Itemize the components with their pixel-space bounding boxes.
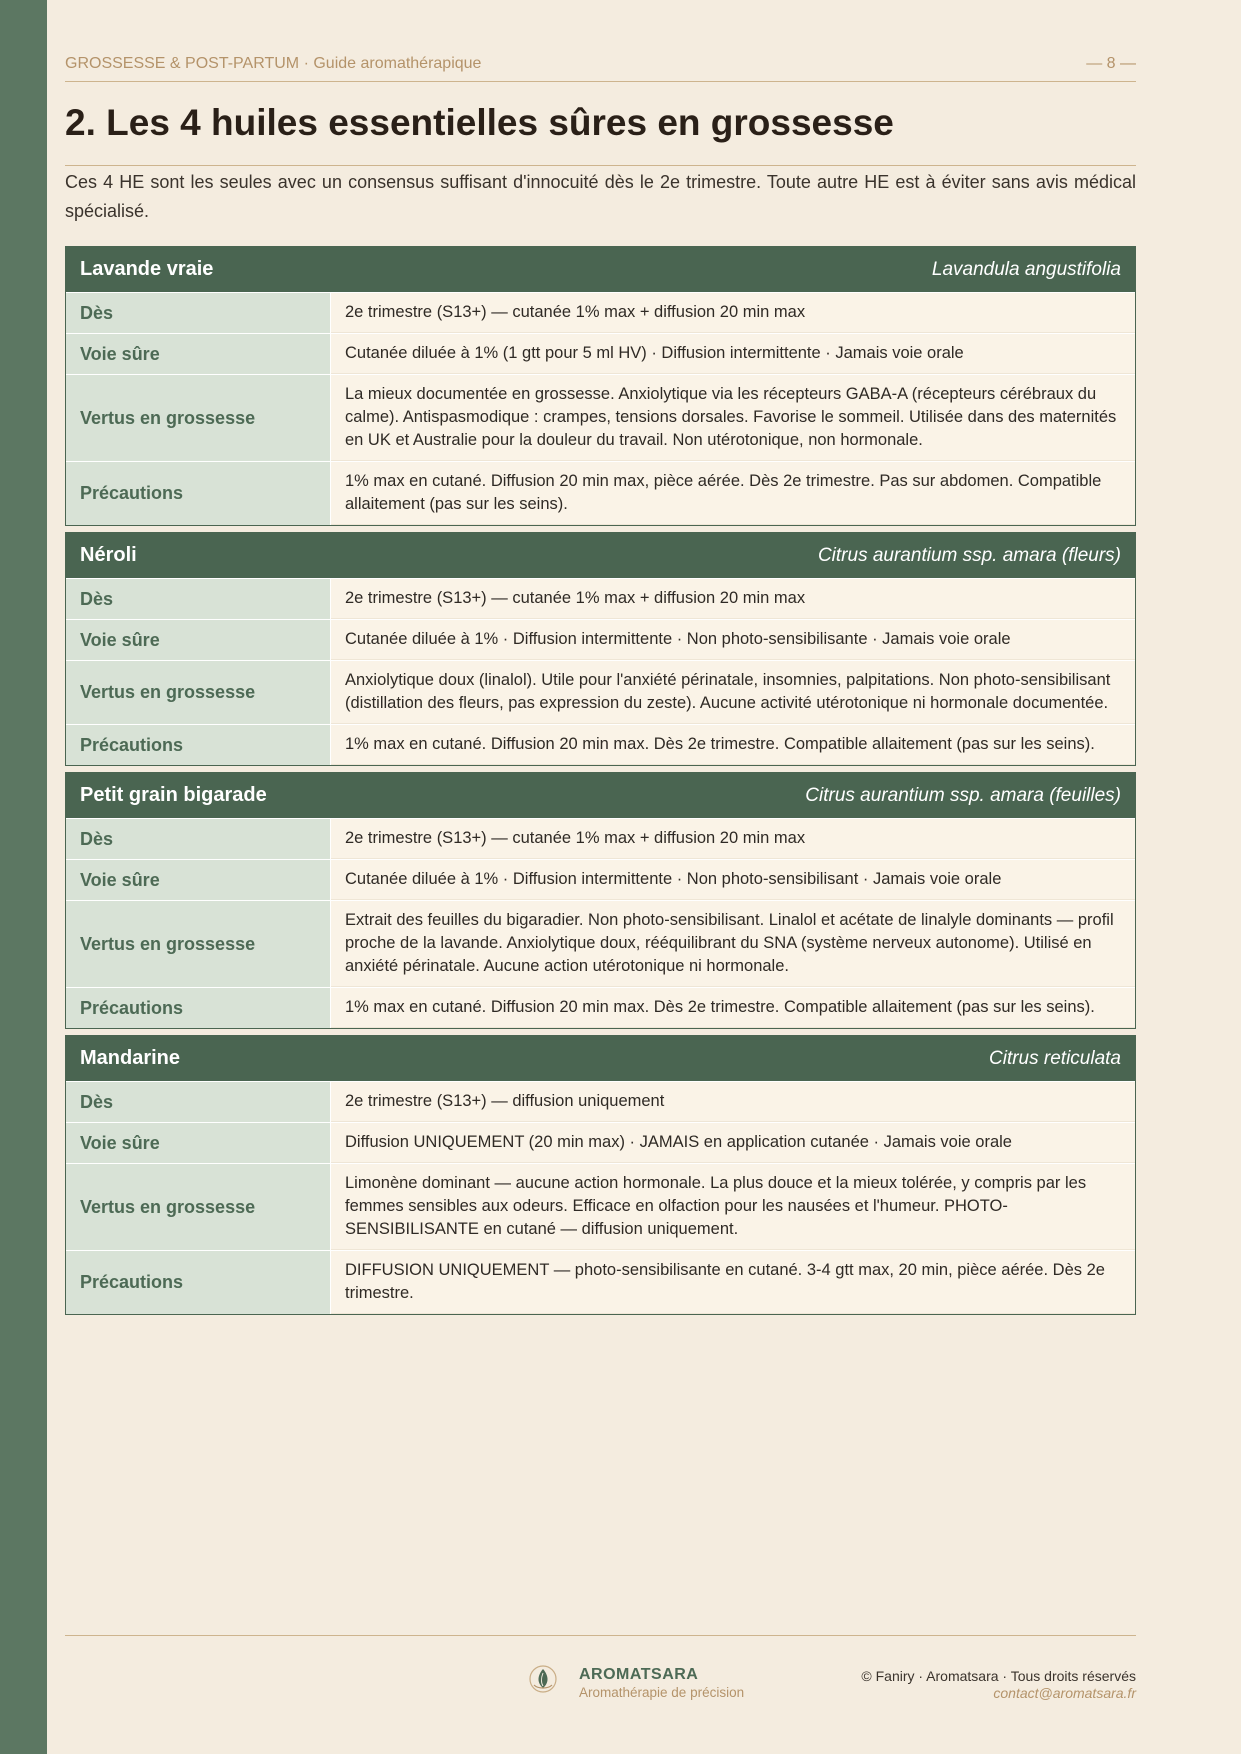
oil-card-mandarine	[65, 1035, 1136, 1315]
oil-name: Mandarine	[80, 1047, 181, 1069]
oil-row-precautions	[66, 724, 1135, 765]
row-label: Dès	[66, 293, 331, 333]
row-value: Cutanée diluée à 1% (1 gtt pour 5 ml HV) · Diffusion intermittente · Jamais voie orale	[331, 334, 1135, 374]
running-title: GROSSESSE & POST-PARTUM · Guide aromathérapique	[65, 55, 482, 72]
row-label: Précautions	[66, 725, 331, 765]
row-label: Précautions	[66, 462, 331, 525]
oil-name: Petit grain bigarade	[80, 784, 267, 806]
oil-row-precautions	[66, 1250, 1135, 1314]
footer-copyright	[861, 1668, 1136, 1701]
page-number: — 8 —	[1086, 55, 1136, 72]
oil-card-header	[66, 247, 1135, 292]
row-value: Anxiolytique doux (linalol). Utile pour l'anxiété périnatale, insomnies, palpitations. Non photo-sensibilisant (distillation des fleurs, pas expression du zeste). Aucune activité utérotonique ni hormonale documentée.	[331, 661, 1135, 724]
oil-row-des	[66, 818, 1135, 859]
row-label: Voie sûre	[66, 620, 331, 660]
row-label: Dès	[66, 819, 331, 859]
row-value: Cutanée diluée à 1% · Diffusion intermittente · Non photo-sensibilisant · Jamais voie orale	[331, 860, 1135, 900]
row-label: Précautions	[66, 1251, 331, 1314]
section-intro: Ces 4 HE sont les seules avec un consensus suffisant d'innocuité dès le 2e trimestre. Toute autre HE est à éviter sans avis médical spécialisé.	[65, 172, 1136, 221]
row-value: 2e trimestre (S13+) — diffusion uniquement	[331, 1082, 1135, 1122]
oil-latin-name: Lavandula angustifolia	[931, 258, 1121, 280]
row-label: Dès	[66, 1082, 331, 1122]
row-label: Voie sûre	[66, 860, 331, 900]
row-label: Vertus en grossesse	[66, 1164, 331, 1250]
oil-row-precautions	[66, 987, 1135, 1028]
contact-email[interactable]: contact@aromatsara.fr	[993, 1685, 1136, 1701]
side-color-band	[0, 0, 47, 1754]
oil-card-header	[66, 533, 1135, 578]
oil-list	[65, 246, 1136, 1321]
row-value: Extrait des feuilles du bigaradier. Non photo-sensibilisant. Linalol et acétate de linalyle dominants — profil proche de la lavande. Anxiolytique doux, rééquilibrant du SNA (système nerveux autonome). Utilisé en anxiété périnatale. Aucune action utérotonique ni hormonale.	[331, 901, 1135, 987]
oil-latin-name: Citrus aurantium ssp. amara (fleurs)	[817, 544, 1121, 566]
row-label: Vertus en grossesse	[66, 901, 331, 987]
oil-row-vertus	[66, 374, 1135, 461]
row-label: Voie sûre	[66, 334, 331, 374]
row-value: Limonène dominant — aucune action hormonale. La plus douce et la mieux tolérée, y compris par les femmes sensibles aux odeurs. Efficace en olfaction pour les nausées et l'humeur. PHOTO-SENSIBILISANTE en cutané — diffusion uniquement.	[331, 1164, 1135, 1250]
oil-row-des	[66, 1081, 1135, 1122]
row-label: Dès	[66, 579, 331, 619]
brand-tagline: Aromathérapie de précision	[579, 1685, 745, 1700]
running-header	[65, 54, 1136, 82]
row-value: 2e trimestre (S13+) — cutanée 1% max + diffusion 20 min max	[331, 819, 1135, 859]
row-value: 2e trimestre (S13+) — cutanée 1% max + diffusion 20 min max	[331, 293, 1135, 333]
row-value: 1% max en cutané. Diffusion 20 min max, pièce aérée. Dès 2e trimestre. Pas sur abdomen. Compatible allaitement (pas sur les seins).	[331, 462, 1135, 525]
oil-card-petit-grain	[65, 772, 1136, 1029]
oil-card-header	[66, 773, 1135, 818]
oil-name: Lavande vraie	[80, 258, 214, 280]
oil-row-voie	[66, 333, 1135, 374]
oil-latin-name: Citrus reticulata	[989, 1047, 1121, 1069]
row-value: DIFFUSION UNIQUEMENT — photo-sensibilisante en cutané. 3-4 gtt max, 20 min, pièce aérée. Dès 2e trimestre.	[331, 1251, 1135, 1314]
row-value: Diffusion UNIQUEMENT (20 min max) · JAMAIS en application cutanée · Jamais voie orale	[331, 1123, 1135, 1163]
row-value: 1% max en cutané. Diffusion 20 min max. Dès 2e trimestre. Compatible allaitement (pas sur les seins).	[331, 988, 1135, 1028]
copyright-text: © Faniry · Aromatsara · Tous droits réservés	[861, 1668, 1136, 1684]
leaf-drop-icon	[528, 1664, 558, 1694]
oil-card-lavande	[65, 246, 1136, 526]
row-label: Voie sûre	[66, 1123, 331, 1163]
oil-row-des	[66, 292, 1135, 333]
section-title: 2. Les 4 huiles essentielles sûres en grossesse	[65, 102, 1136, 166]
oil-row-des	[66, 578, 1135, 619]
oil-card-neroli	[65, 532, 1136, 766]
oil-latin-name: Citrus aurantium ssp. amara (feuilles)	[805, 784, 1121, 806]
row-label: Vertus en grossesse	[66, 375, 331, 461]
footer-brand	[579, 1666, 744, 1700]
row-value: La mieux documentée en grossesse. Anxiolytique via les récepteurs GABA-A (récepteurs cérébraux du calme). Antispasmodique : crampes, tensions dorsales. Favorise le sommeil. Utilisée dans des maternités en UK et Australie pour la douleur du travail. Non utérotonique, non hormonale.	[331, 375, 1135, 461]
oil-row-vertus	[66, 660, 1135, 724]
oil-row-vertus	[66, 1163, 1135, 1250]
row-value: Cutanée diluée à 1% · Diffusion intermittente · Non photo-sensibilisante · Jamais voie orale	[331, 620, 1135, 660]
oil-row-precautions	[66, 461, 1135, 525]
row-value: 1% max en cutané. Diffusion 20 min max. Dès 2e trimestre. Compatible allaitement (pas sur les seins).	[331, 725, 1135, 765]
brand-name: AROMATSARA	[579, 1666, 699, 1683]
oil-name: Néroli	[80, 544, 137, 566]
footer-divider	[65, 1635, 1136, 1636]
oil-card-header	[66, 1036, 1135, 1081]
row-value: 2e trimestre (S13+) — cutanée 1% max + diffusion 20 min max	[331, 579, 1135, 619]
row-label: Vertus en grossesse	[66, 661, 331, 724]
oil-row-vertus	[66, 900, 1135, 987]
oil-row-voie	[66, 619, 1135, 660]
oil-row-voie	[66, 1122, 1135, 1163]
row-label: Précautions	[66, 988, 331, 1028]
oil-row-voie	[66, 859, 1135, 900]
